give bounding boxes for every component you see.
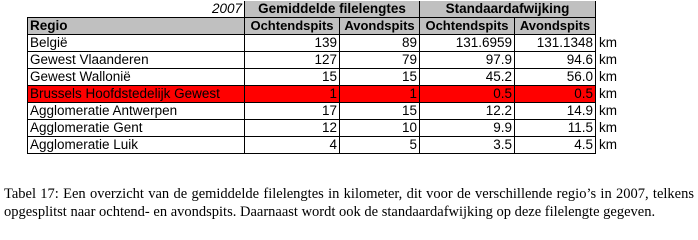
table-row [28, 52, 620, 69]
regio-cell: Agglomeratie Antwerpen [28, 103, 245, 120]
value-cell-a1: 79 [340, 52, 420, 69]
value-cell-a1: 89 [340, 35, 420, 52]
value-cell-a2: 56.0 [515, 69, 596, 86]
value-cell-o2: 3.5 [420, 137, 515, 154]
value-cell-o2: 9.9 [420, 120, 515, 137]
subheader-avondspits-1: Avondspits [340, 18, 420, 35]
value-cell-a2: 11.5 [515, 120, 596, 137]
value-cell-o1: 12 [245, 120, 340, 137]
regio-cell: Brussels Hoofdstedelijk Gewest [28, 86, 245, 103]
value-cell-a1: 15 [340, 69, 420, 86]
value-cell-a2: 0.5 [515, 86, 596, 103]
value-cell-o1: 4 [245, 137, 340, 154]
unit-label: km [599, 103, 617, 118]
value-cell-o2: 12.2 [420, 103, 515, 120]
value-cell-a2: 94.6 [515, 52, 596, 69]
group-header-standaardafwijking: Standaardafwijking [420, 1, 596, 18]
value-cell-a1: 15 [340, 103, 420, 120]
regio-cell: België [28, 35, 245, 52]
table-row [28, 103, 620, 120]
value-cell-a1: 1 [340, 86, 420, 103]
table-caption: Tabel 17: Een overzicht van de gemiddelde filelengtes in kilometer, dit voor de verschillende regio’s in 2007, telkens opgesplitst naar ochtend- en avondspits. Daarnaast wordt ook de standaardafwijking op deze filelengte gegeven. [4, 186, 694, 220]
year-label: 2007 [28, 1, 245, 18]
table-row [28, 69, 620, 86]
value-cell-a2: 14.9 [515, 103, 596, 120]
subheader-ochtendspits-1: Ochtendspits [245, 18, 340, 35]
value-cell-o1: 139 [245, 35, 340, 52]
value-cell-o1: 17 [245, 103, 340, 120]
subheader-ochtendspits-2: Ochtendspits [420, 18, 515, 35]
value-cell-o2: 0.5 [420, 86, 515, 103]
unit-label: km [599, 35, 617, 50]
value-cell-o2: 97.9 [420, 52, 515, 69]
regio-cell: Gewest Wallonië [28, 69, 245, 86]
value-cell-o2: 131.6959 [420, 35, 515, 52]
regio-cell: Agglomeratie Gent [28, 120, 245, 137]
table-row [28, 137, 620, 154]
regio-cell: Gewest Vlaanderen [28, 52, 245, 69]
filelengtes-table [27, 1, 620, 154]
unit-label: km [599, 86, 617, 101]
regio-cell: Agglomeratie Luik [28, 137, 245, 154]
value-cell-o1: 127 [245, 52, 340, 69]
value-cell-a1: 5 [340, 137, 420, 154]
group-header-filelengtes: Gemiddelde filelengtes [245, 1, 420, 18]
value-cell-o1: 1 [245, 86, 340, 103]
value-cell-a2: 131.1348 [515, 35, 596, 52]
table-row [28, 86, 620, 103]
value-cell-a2: 4.5 [515, 137, 596, 154]
unit-label: km [599, 69, 617, 84]
subheader-avondspits-2: Avondspits [515, 18, 596, 35]
regio-header: Regio [28, 18, 245, 35]
unit-label: km [599, 52, 617, 67]
table-row [28, 120, 620, 137]
value-cell-o2: 45.2 [420, 69, 515, 86]
unit-label: km [599, 137, 617, 152]
value-cell-a1: 10 [340, 120, 420, 137]
table-row [28, 35, 620, 52]
unit-label: km [599, 120, 617, 135]
value-cell-o1: 15 [245, 69, 340, 86]
